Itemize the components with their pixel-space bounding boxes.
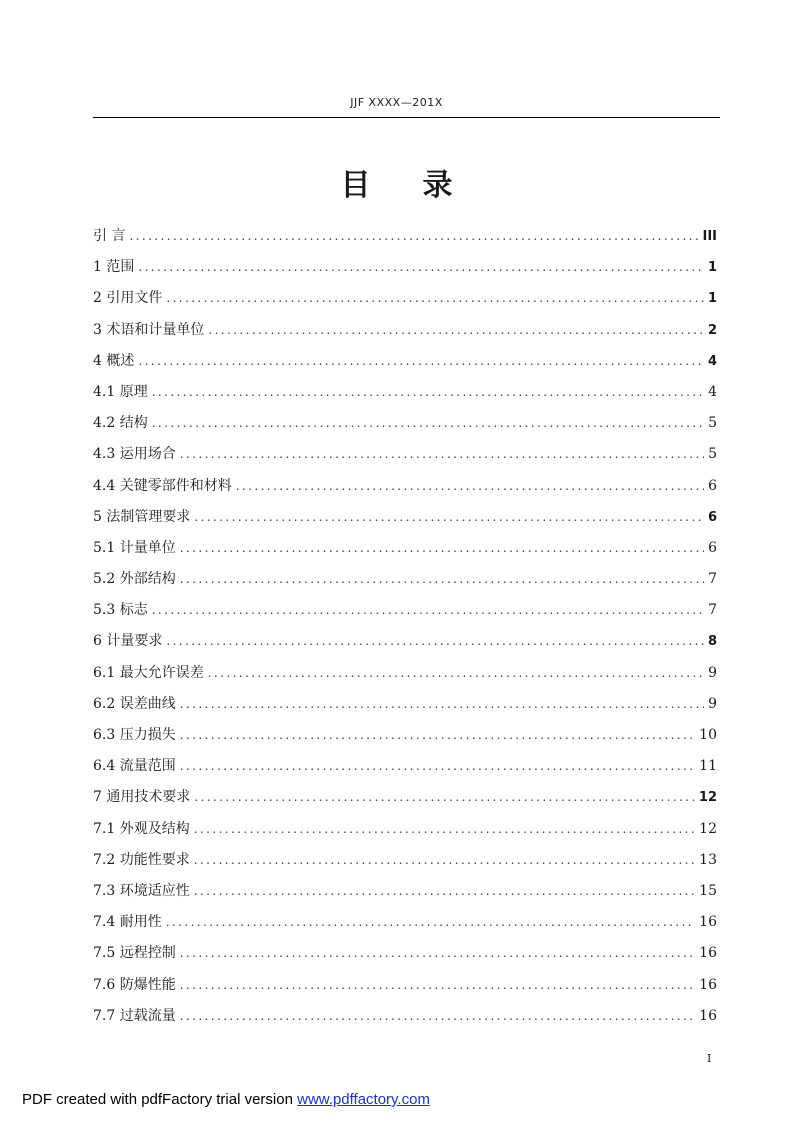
document-code-header: JJF XXXX—201X [350,96,443,109]
toc-leader-dots [180,946,695,960]
pdf-footer [22,1091,430,1108]
toc-leader-dots [138,260,704,274]
toc-entry-page: 15 [699,882,717,899]
toc-leader-dots [180,697,704,711]
toc-leader-dots [194,790,695,804]
toc-leader-dots [152,385,704,399]
toc-entry-label: 7.5 远程控制 [93,945,176,962]
toc-entry-label: 6.2 误差曲线 [93,695,176,712]
toc-entry[interactable] [93,599,717,630]
toc-entry-page: 7 [708,602,717,619]
toc-entry-page: 11 [699,758,717,775]
toc-leader-dots [208,323,704,337]
toc-entry-page: 9 [708,695,717,712]
toc-leader-dots [194,853,695,867]
toc-entry[interactable] [93,724,717,755]
toc-entry-page: 13 [699,851,717,868]
toc-leader-dots [166,915,695,929]
toc-leader-dots [208,666,704,680]
toc-leader-dots [180,447,704,461]
toc-entry-label: 7.7 过载流量 [93,1007,176,1024]
toc-entry[interactable] [93,880,717,911]
toc-entry[interactable] [93,256,717,287]
toc-entry-page: 1 [707,291,717,307]
toc-entry[interactable] [93,786,717,817]
toc-entry[interactable] [93,942,717,973]
toc-leader-dots [180,728,695,742]
toc-entry-page: 7 [708,571,717,588]
toc-entry-label: 6.3 压力损失 [93,727,176,743]
toc-entry-page: 1 [707,260,717,276]
toc-entry-page: 4 [707,353,717,369]
toc-entry-page: 6 [708,539,717,556]
toc-entry-page: 6 [708,477,717,494]
toc-leader-dots [194,822,695,836]
footer-text: PDF created with pdfFactory trial version [22,1091,298,1108]
toc-entry[interactable] [93,1005,717,1036]
toc-entry-page: 8 [707,634,717,650]
toc-entry-label: 7.3 环境适应性 [93,882,190,899]
toc-leader-dots [180,541,704,555]
toc-entry-label: 7 通用技术要求 [93,789,191,806]
toc-entry[interactable] [93,412,717,443]
toc-entry-label: 4 概述 [93,352,135,369]
toc-entry-label: 6.1 最大允许误差 [93,664,204,681]
toc-entry-label: 5.3 标志 [93,602,148,619]
toc-entry[interactable] [93,506,717,537]
toc-entry-label: 2 引用文件 [93,290,163,307]
toc-leader-dots [194,510,704,524]
toc-entry-label: 4.3 运用场合 [93,446,176,463]
toc-leader-dots [152,603,704,617]
page-number: I [707,1052,712,1065]
toc-entry-label: 6.4 流量范围 [93,758,176,775]
toc-entry-label: 4.2 结构 [93,415,148,432]
toc-entry-page: 5 [708,446,717,463]
toc-entry-page: 12 [699,820,717,837]
toc-entry-page: 9 [708,664,717,681]
toc-entry-page: 10 [699,727,717,743]
header-rule [93,117,720,118]
toc-leader-dots [194,884,695,898]
toc-entry[interactable] [93,974,717,1005]
toc-entry[interactable] [93,381,717,412]
toc-entry-page: 16 [699,1007,717,1024]
toc-entry-label: 5.2 外部结构 [93,571,176,588]
toc-entry[interactable] [93,475,717,506]
toc-entry-label: 7.4 耐用性 [93,914,162,931]
toc-entry[interactable] [93,443,717,474]
toc-entry-page: 6 [707,509,717,525]
toc-leader-dots [236,479,704,493]
toc-entry-label: 5 法制管理要求 [93,508,191,525]
table-of-contents [93,225,717,1036]
toc-entry[interactable] [93,537,717,568]
page-title: 目录 [340,168,505,203]
toc-entry[interactable] [93,287,717,318]
toc-entry-label: 6 计量要求 [93,633,163,650]
toc-leader-dots [180,572,704,586]
toc-entry[interactable] [93,755,717,786]
toc-entry-page: 16 [699,976,717,993]
toc-entry[interactable] [93,818,717,849]
toc-entry[interactable] [93,319,717,350]
toc-entry-label: 4.4 关键零部件和材料 [93,477,232,494]
toc-leader-dots [138,354,704,368]
toc-entry[interactable] [93,662,717,693]
toc-entry[interactable] [93,849,717,880]
toc-entry-label: 7.1 外观及结构 [93,820,190,837]
toc-entry-label: 5.1 计量单位 [93,539,176,556]
toc-entry[interactable] [93,911,717,942]
toc-entry[interactable] [93,630,717,661]
toc-entry-page: 5 [708,415,717,432]
toc-leader-dots [180,1009,695,1023]
toc-entry-page: 12 [698,790,717,806]
toc-entry[interactable] [93,350,717,381]
toc-entry-label: 7.6 防爆性能 [93,976,176,993]
toc-leader-dots [152,416,704,430]
toc-entry-label: 7.2 功能性要求 [93,851,190,868]
toc-entry[interactable] [93,693,717,724]
toc-entry-page: 2 [707,322,717,338]
toc-entry-page: 4 [708,383,717,400]
toc-entry[interactable] [93,225,717,256]
toc-entry-label: 引 言 [93,228,126,244]
toc-entry-page: III [702,229,717,244]
toc-entry[interactable] [93,568,717,599]
toc-leader-dots [129,229,698,243]
toc-leader-dots [180,759,695,773]
toc-entry-page: 16 [699,945,717,962]
toc-leader-dots [180,978,695,992]
toc-entry-label: 3 术语和计量单位 [93,321,205,338]
toc-leader-dots [166,291,704,305]
footer-link[interactable]: www.pdffactory.com [297,1091,430,1108]
toc-entry-page: 16 [699,914,717,931]
toc-leader-dots [166,634,704,648]
toc-entry-label: 4.1 原理 [93,383,148,400]
toc-entry-label: 1 范围 [93,259,135,276]
